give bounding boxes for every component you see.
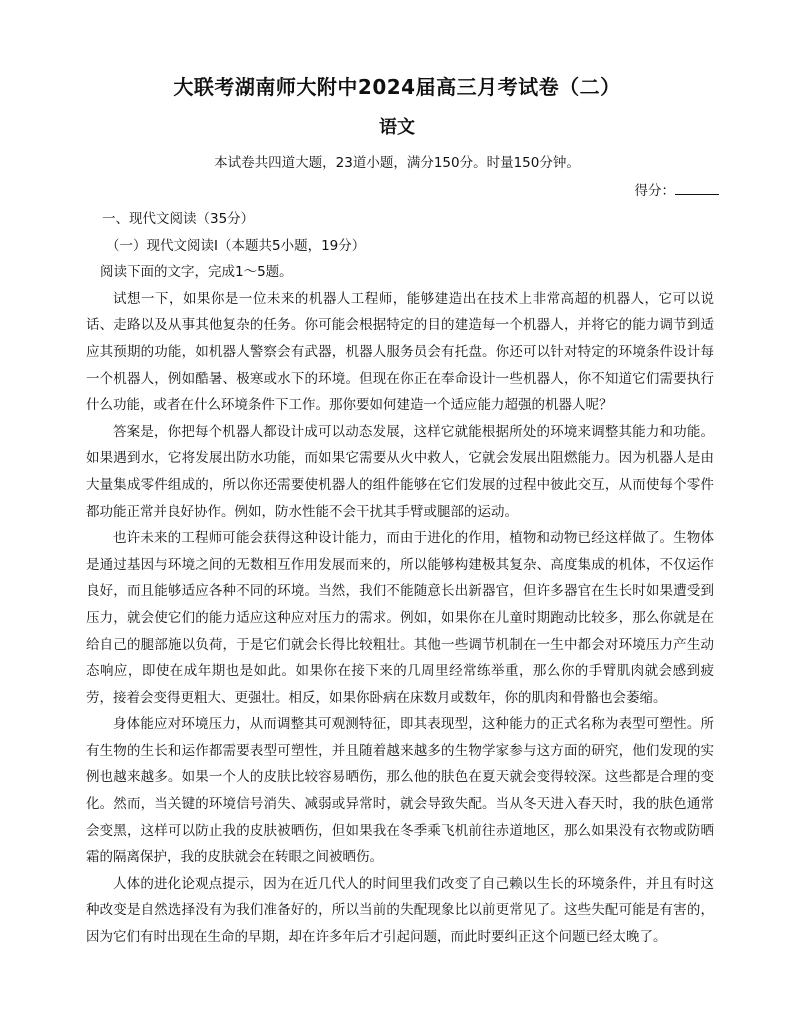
paragraph-3: 也许未来的工程师可能会获得这种设计能力，而由于进化的作用，植物和动物已经这样做了。生物体是通过基因与环境之间的无数相互作用发展而来的，所以能够构建极其复杂、高度集成的机体，不仅运作良好，而且能够适应各种不同的环境。当然，我们不能随意长出新器官，但许多器官在生长时如果遭受到压力，就会使它们的能力适应这种应对压力的需求。例如，如果你在儿童时期跑动比较多，那么你就是在给自己的腿部施以负荷，于是它们就会长得比较粗壮。其他一些调节机制在一生中都会对环境压力产生动态响应，即使在成年期也是如此。如果你在接下来的几周里经常练举重，那么你的手臂肌肉就会感到疲劳，接着会变得更粗大、更强壮。相反，如果你卧病在床数月或数年，你的肌肉和骨骼也会萎缩。 — [86, 530, 714, 706]
reading-instruction: 阅读下面的文字，完成1～5题。 — [100, 264, 293, 281]
score-blank — [675, 180, 719, 195]
subject-title: 语文 — [379, 117, 415, 138]
subsection-heading: （一）现代文阅读Ⅰ（本题共5小题，19分） — [106, 237, 366, 254]
paragraph-4: 身体能应对环境压力，从而调整其可观测特征，即其表现型，这种能力的正式名称为表型可塑性。所有生物的生长和运作都需要表型可塑性，并且随着越来越多的生物学家参与这方面的研究，他们发现的实例也越来越多。如果一个人的皮肤比较容易晒伤，那么他的肤色在夏天就会变得较深。这些都是合理的变化。然而，当关键的环境信号消失、减弱或异常时，就会导致失配。当从冬天进入春天时，我的肤色通常会变黑，这样可以防止我的皮肤被晒伤，但如果我在冬季乘飞机前往赤道地区，那么如果没有衣物或防晒霜的隔离保护，我的皮肤就会在转眼之间被晒伤。 — [86, 716, 714, 866]
paragraph-5: 人体的进化论观点提示，因为在近几代人的时间里我们改变了自己赖以生长的环境条件，并且有时这种改变是自然选择没有为我们准备好的，所以当前的失配现象比以前更常见了。这些失配可能是有害的，因为它们有时出现在生命的早期，却在许多年后才引起问题，而此时要纠正这个问题已经太晚了。 — [86, 875, 714, 946]
section-heading: 一、现代文阅读（35分） — [102, 211, 255, 227]
paragraph-1: 试想一下，如果你是一位未来的机器人工程师，能够建造出在技术上非常高超的机器人，它可以说话、走路以及从事其他复杂的任务。你可能会根据特定的目的建造每一个机器人，并将它的能力调节到适应其预期的功能，如机器人警察会有武器，机器人服务员会有托盘。你还可以针对特定的环境条件设计每一个机器人，例如酷暑、极寒或水下的环境。但现在你正在奉命设计一些机器人，你不知道它们需要执行什么功能，或者在什么环境条件下工作。那你要如何建造一个适应能力超强的机器人呢？ — [86, 290, 714, 414]
score-label: 得分： — [634, 183, 675, 199]
paragraph-2: 答案是，你把每个机器人都设计成可以动态发展，这样它就能根据所处的环境来调整其能力和功能。如果遇到水，它将发展出防水功能，而如果它需要从火中救人，它就会发展出阻燃能力。因为机器人是由大量集成零件组成的，所以你还需要使机器人的组件能够在它们发展的过程中彼此交互，从而使每个零件都功能正常并良好协作。例如，防水性能不会干扰其手臂或腿部的运动。 — [86, 423, 714, 520]
reading-passage — [86, 206, 714, 951]
score-field — [635, 180, 720, 201]
exam-title: 大联考湖南师大附中2024届高三月考试卷（二） — [173, 75, 621, 99]
exam-info: 本试卷共四道大题，23道小题，满分150分。时量150分钟。 — [214, 155, 580, 171]
